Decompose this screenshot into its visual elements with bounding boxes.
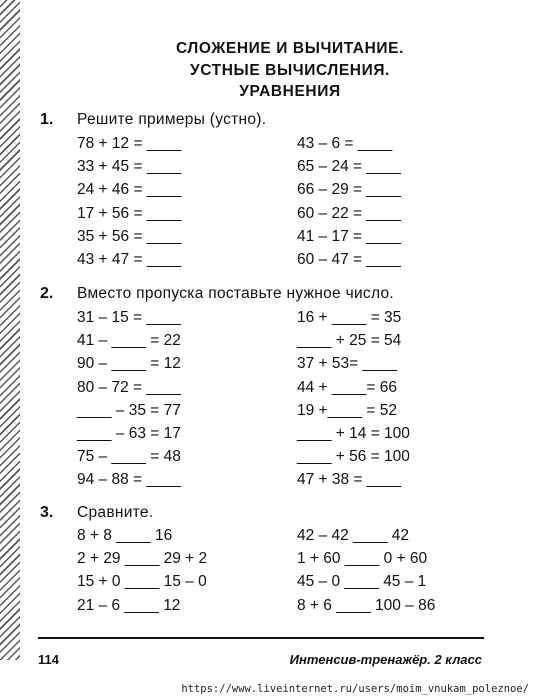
- exercise-instruction: Решите примеры (устно).: [77, 111, 267, 128]
- math-problem: 15 + 0 ____ 15 – 0: [77, 573, 207, 591]
- footer-divider: [38, 637, 484, 639]
- math-problem: ____ – 63 = 17: [77, 425, 181, 442]
- math-problem: ____ – 35 = 77: [77, 401, 181, 419]
- page-title-line-2: УСТНЫЕ ВЫЧИСЛЕНИЯ.: [190, 62, 390, 79]
- math-problem: 8 + 6 ____ 100 – 86: [297, 596, 436, 614]
- math-problem: 94 – 88 = ____: [77, 471, 181, 489]
- math-problem: ____ + 25 = 54: [297, 332, 402, 350]
- math-problem: 45 – 0 ____ 45 – 1: [297, 573, 427, 591]
- math-problem: 21 – 6 ____ 12: [77, 596, 181, 614]
- math-problem: 78 + 12 = ____: [77, 135, 182, 152]
- exercise-instruction: Сравните.: [77, 504, 154, 521]
- math-problem: 60 – 47 = ____: [297, 251, 401, 268]
- book-title: Интенсив-тренажёр. 2 класс: [289, 652, 482, 667]
- math-problem: 17 + 56 = ____: [77, 204, 182, 222]
- math-problem: 16 + ____ = 35: [297, 309, 402, 326]
- math-problem: ____ + 14 = 100: [297, 425, 410, 442]
- math-problem: 24 + 46 = ____: [77, 181, 182, 199]
- math-problem: 60 – 22 = ____: [297, 204, 401, 222]
- math-problem: 75 – ____ = 48: [77, 448, 181, 466]
- math-problem: 19 +____ = 52: [297, 401, 397, 419]
- hatched-margin: [0, 0, 20, 660]
- math-problem: 37 + 53= ____: [297, 355, 397, 373]
- math-problem: 43 – 6 = ____: [297, 135, 393, 152]
- math-problem: 66 – 29 = ____: [297, 181, 401, 199]
- math-problem: 44 + ____= 66: [297, 378, 397, 396]
- page-number: 114: [38, 652, 59, 667]
- math-problem: 43 + 47 = ____: [77, 251, 182, 268]
- page-title-line-1: СЛОЖЕНИЕ И ВЫЧИТАНИЕ.: [176, 40, 404, 57]
- exercise-number: 3.: [40, 504, 54, 521]
- math-problem: 65 – 24 = ____: [297, 158, 401, 176]
- math-problem: 35 + 56 = ____: [77, 227, 182, 245]
- math-problem: 42 – 42 ____ 42: [297, 527, 410, 544]
- math-problem: 90 – ____ = 12: [77, 355, 181, 373]
- math-problem: 33 + 45 = ____: [77, 158, 182, 176]
- math-problem: 41 – 17 = ____: [297, 227, 401, 245]
- source-url: https://www.liveinternet.ru/users/moim_vnukam_poleznoe/: [181, 683, 529, 695]
- math-problem: 80 – 72 = ____: [77, 378, 181, 396]
- math-problem: 41 – ____ = 22: [77, 332, 181, 350]
- math-problem: ____ + 56 = 100: [297, 448, 410, 466]
- math-problem: 31 – 15 = ____: [77, 309, 181, 326]
- exercise-instruction: Вместо пропуска поставьте нужное число.: [77, 285, 394, 302]
- exercise-number: 1.: [40, 111, 54, 128]
- math-problem: 47 + 38 = ____: [297, 471, 402, 489]
- page-title-line-3: УРАВНЕНИЯ: [239, 83, 341, 100]
- math-problem: 1 + 60 ____ 0 + 60: [297, 550, 428, 568]
- math-problem: 8 + 8 ____ 16: [77, 527, 173, 544]
- exercise-number: 2.: [40, 285, 54, 302]
- math-problem: 2 + 29 ____ 29 + 2: [77, 550, 208, 568]
